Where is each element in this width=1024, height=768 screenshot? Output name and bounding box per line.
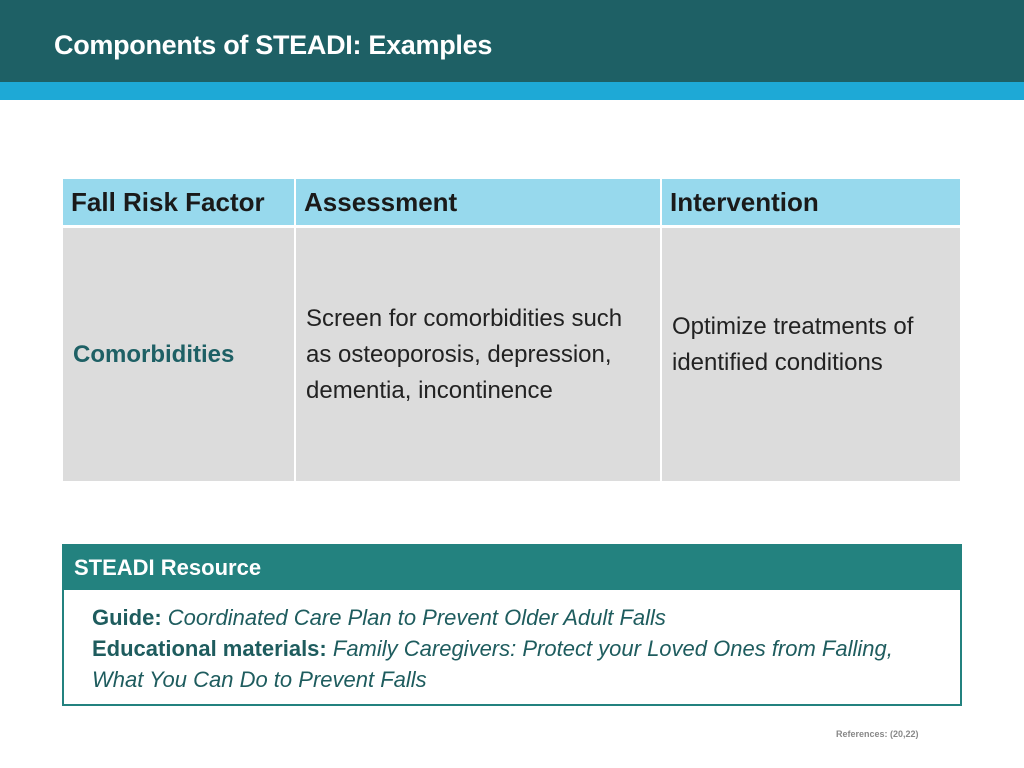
materials-link[interactable]: Family Caregivers: Protect your Loved Ones from Falling, What You Can Do to Prevent Falls (92, 636, 893, 692)
header-fall-risk-factor: Fall Risk Factor (63, 179, 294, 225)
guide-label: Guide: (92, 605, 162, 630)
slide-title: Components of STEADI: Examples (54, 30, 493, 60)
resource-heading: STEADI Resource (64, 546, 960, 590)
header-assessment: Assessment (296, 179, 660, 225)
cell-assessment: Screen for comorbidities such as osteoporosis, depression, dementia, incontinence (306, 304, 623, 404)
table-cell-assessment-wrap (296, 228, 660, 481)
title-bar (0, 0, 1024, 82)
fall-risk-table (63, 179, 960, 481)
table-cell-intervention-wrap (662, 228, 960, 481)
cell-risk-factor: Comorbidities (73, 340, 235, 368)
cell-intervention: Optimize treatments of identified conditions (672, 312, 914, 376)
materials-label: Educational materials: (92, 636, 327, 661)
guide-link[interactable]: Coordinated Care Plan to Prevent Older Adult Falls (167, 605, 666, 630)
table-row (63, 228, 294, 481)
guide-line (92, 602, 942, 633)
resource-body (92, 602, 942, 695)
header-intervention: Intervention (662, 179, 960, 225)
accent-bar (0, 82, 1024, 100)
steadi-resource-box (62, 544, 962, 706)
materials-line (92, 633, 942, 695)
references: References: (20,22) (836, 729, 919, 739)
